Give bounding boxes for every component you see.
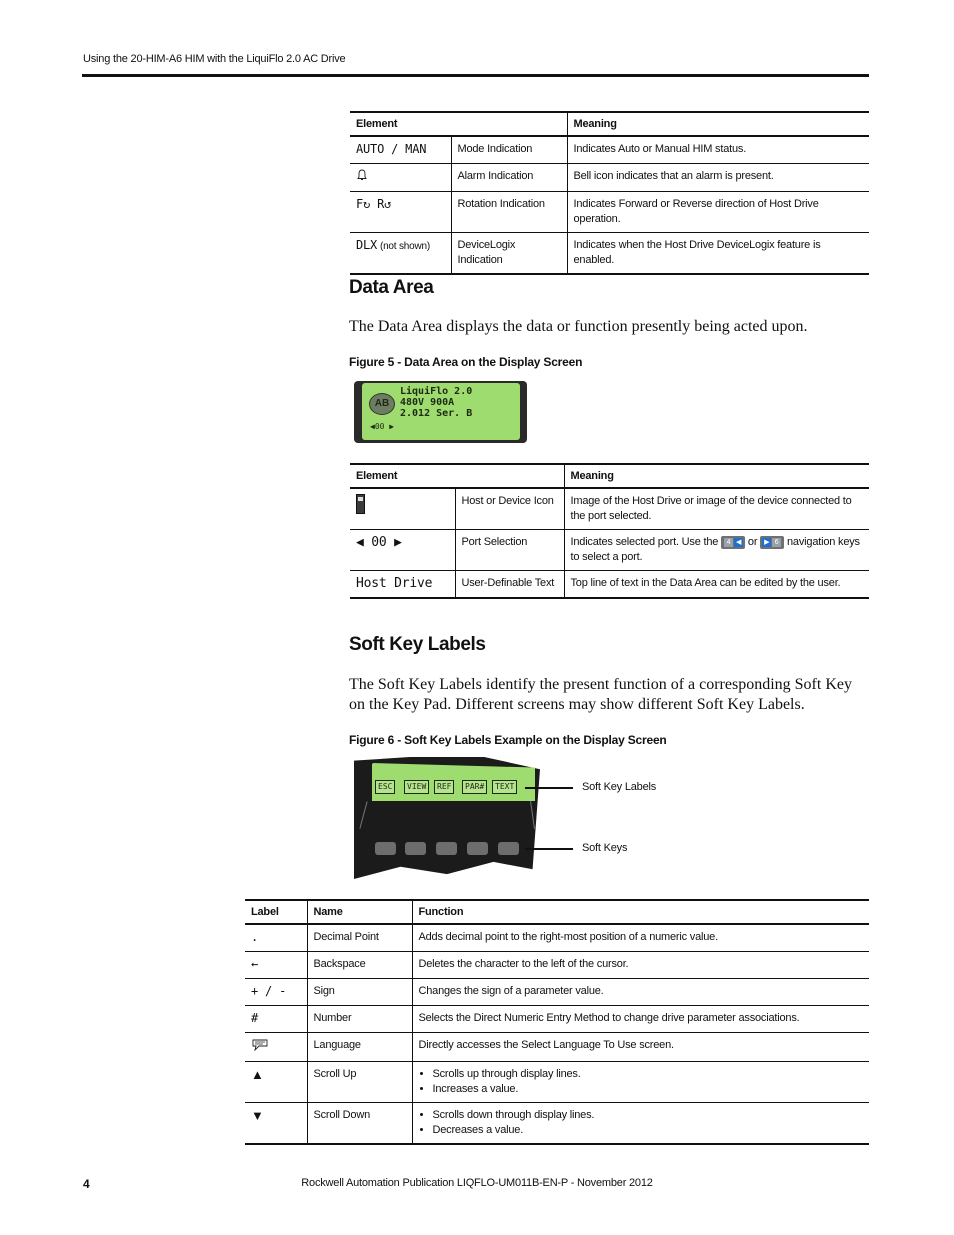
table-header-row <box>245 900 869 924</box>
table-row <box>245 1062 869 1103</box>
name-cell: User-Definable Text <box>455 571 564 599</box>
right-arrow-icon: ▶ <box>764 538 770 546</box>
element-cell <box>350 192 451 233</box>
scroll-down-icon: ▼ <box>251 1108 264 1123</box>
label-cell <box>245 1062 307 1103</box>
soft-key-paragraph: The Soft Key Labels identify the present function of a corresponding Soft Key on the Key Pad. Different screens may show different Soft Key Labels. <box>349 676 852 713</box>
backspace-icon: ← <box>251 957 259 971</box>
meaning-cell: Image of the Host Drive or image of the device connected to the port selected. <box>564 488 869 530</box>
table-row <box>350 571 869 599</box>
key-number-4: 4 <box>724 538 733 547</box>
name-cell: Backspace <box>307 952 412 979</box>
lcd-line-3: 2.012 Ser. B <box>400 408 473 419</box>
decimal-point-glyph: . <box>251 930 259 944</box>
table-row <box>245 1103 869 1145</box>
name-cell: DeviceLogix Indication <box>451 233 567 275</box>
function-cell: Directly accesses the Select Language To Use screen. <box>412 1033 869 1062</box>
data-area-lcd-figure <box>354 381 527 443</box>
soft-key-label-esc: ESC <box>375 780 395 794</box>
list-item: • Decreases a value. <box>433 1123 864 1138</box>
data-area-element-table <box>350 463 869 599</box>
function-cell <box>412 1062 869 1103</box>
element-cell <box>350 488 455 530</box>
element-cell <box>350 233 451 275</box>
table-row <box>350 136 869 164</box>
soft-key-2[interactable] <box>405 842 426 855</box>
dlx-indicator-text: DLX <box>356 238 378 252</box>
allen-bradley-logo: AB <box>369 393 395 415</box>
table-row <box>350 233 869 275</box>
name-cell: Host or Device Icon <box>455 488 564 530</box>
function-cell: Adds decimal point to the right-most position of a numeric value. <box>412 924 869 952</box>
host-drive-icon <box>356 505 365 517</box>
column-header: Name <box>307 900 412 924</box>
soft-key-label-par: PAR# <box>462 780 487 794</box>
data-area-paragraph: The Data Area displays the data or function presently being acted upon. <box>349 318 808 335</box>
meaning-cell: Bell icon indicates that an alarm is present. <box>567 164 869 192</box>
callout-line-labels <box>525 787 573 789</box>
meaning-text: navigation keys to select a port. <box>570 536 860 563</box>
column-header: Meaning <box>564 464 869 488</box>
lcd-line-2: 480V 900A <box>400 397 455 408</box>
soft-key-keypad-figure <box>354 757 540 879</box>
function-cell: Deletes the character to the left of the cursor. <box>412 952 869 979</box>
port-selection-glyph: ◀ 00 ▶ <box>356 535 402 550</box>
list-item: • Scrolls up through display lines. <box>433 1067 864 1082</box>
table-row <box>245 1033 869 1062</box>
mode-indicator-text: AUTO / MAN <box>356 142 427 156</box>
scroll-up-icon: ▲ <box>251 1067 264 1082</box>
callout-line-keys <box>525 848 573 850</box>
element-cell <box>350 530 455 571</box>
status-indicator-table <box>350 111 869 275</box>
meaning-cell: Top line of text in the Data Area can be edited by the user. <box>564 571 869 599</box>
section-heading-soft-key-labels: Soft Key Labels <box>349 634 486 655</box>
meaning-cell: Indicates Auto or Manual HIM status. <box>567 136 869 164</box>
lcd-screen <box>362 383 520 440</box>
publication-footer: Rockwell Automation Publication LIQFLO-UM011B-EN-P - November 2012 <box>301 1177 653 1189</box>
table-row <box>350 530 869 571</box>
name-cell: Alarm Indication <box>451 164 567 192</box>
name-cell: Mode Indication <box>451 136 567 164</box>
meaning-cell: Indicates Forward or Reverse direction of Host Drive operation. <box>567 192 869 233</box>
label-cell <box>245 952 307 979</box>
column-header: Element <box>350 464 564 488</box>
sign-glyph: + / - <box>251 984 287 998</box>
label-cell <box>245 924 307 952</box>
column-header: Meaning <box>567 112 869 136</box>
name-cell: Scroll Down <box>307 1103 412 1145</box>
table-row <box>245 924 869 952</box>
table-header-row <box>350 112 869 136</box>
section-heading-data-area: Data Area <box>349 277 434 298</box>
key-number-6: 6 <box>772 538 781 547</box>
bell-icon <box>356 172 368 184</box>
column-header: Function <box>412 900 869 924</box>
figure-5-caption: Figure 5 - Data Area on the Display Screen <box>349 355 583 369</box>
element-cell <box>350 571 455 599</box>
function-cell <box>412 1103 869 1145</box>
running-header: Using the 20-HIM-A6 HIM with the LiquiFlo 2.0 AC Drive <box>83 53 346 65</box>
function-cell: Changes the sign of a parameter value. <box>412 979 869 1006</box>
soft-key-label-view: VIEW <box>404 780 429 794</box>
name-cell: Language <box>307 1033 412 1062</box>
left-arrow-key-icon <box>721 536 745 549</box>
table-header-row <box>350 464 869 488</box>
name-cell: Number <box>307 1006 412 1033</box>
meaning-cell <box>564 530 869 571</box>
lcd-line-1: LiquiFlo 2.0 <box>400 386 473 397</box>
soft-key-5[interactable] <box>498 842 519 855</box>
figure-6-caption: Figure 6 - Soft Key Labels Example on the Display Screen <box>349 733 667 747</box>
column-header: Element <box>350 112 567 136</box>
name-cell: Scroll Up <box>307 1062 412 1103</box>
name-cell: Rotation Indication <box>451 192 567 233</box>
table-row <box>350 192 869 233</box>
name-cell: Decimal Point <box>307 924 412 952</box>
header-rule <box>82 74 869 77</box>
soft-key-3[interactable] <box>436 842 457 855</box>
table-row <box>350 164 869 192</box>
label-cell <box>245 1006 307 1033</box>
right-arrow-key-icon <box>760 536 784 549</box>
soft-key-4[interactable] <box>467 842 488 855</box>
function-cell: Selects the Direct Numeric Entry Method to change drive parameter associations. <box>412 1006 869 1033</box>
soft-key-label-text: TEXT <box>492 780 517 794</box>
callout-soft-keys: Soft Keys <box>582 842 628 854</box>
language-icon <box>251 1042 269 1054</box>
meaning-text: or <box>747 536 758 548</box>
soft-key-1[interactable] <box>375 842 396 855</box>
table-row <box>245 979 869 1006</box>
meaning-cell: Indicates when the Host Drive DeviceLogix feature is enabled. <box>567 233 869 275</box>
table-row <box>245 1006 869 1033</box>
table-row <box>245 952 869 979</box>
lcd-port-selection: ◀00 ▶ <box>370 422 395 431</box>
label-cell <box>245 1033 307 1062</box>
user-text-sample: Host Drive <box>356 576 433 591</box>
element-note: (not shown) <box>379 241 430 252</box>
element-cell <box>350 136 451 164</box>
page-number: 4 <box>83 1177 90 1191</box>
left-arrow-icon: ◀ <box>735 538 742 546</box>
name-cell: Port Selection <box>455 530 564 571</box>
label-cell <box>245 979 307 1006</box>
callout-soft-key-labels: Soft Key Labels <box>582 781 657 793</box>
column-header: Label <box>245 900 307 924</box>
table-row <box>350 488 869 530</box>
name-cell: Sign <box>307 979 412 1006</box>
element-cell <box>350 164 451 192</box>
rotation-indicator-text: F↻ R↺ <box>356 197 392 211</box>
soft-key-label-ref: REF <box>434 780 454 794</box>
key-label-table <box>245 899 869 1145</box>
label-cell <box>245 1103 307 1145</box>
number-sign-glyph: # <box>251 1011 259 1025</box>
list-item: • Increases a value. <box>433 1082 864 1097</box>
meaning-text: Indicates selected port. Use the <box>570 536 719 548</box>
list-item: • Scrolls down through display lines. <box>433 1108 864 1123</box>
